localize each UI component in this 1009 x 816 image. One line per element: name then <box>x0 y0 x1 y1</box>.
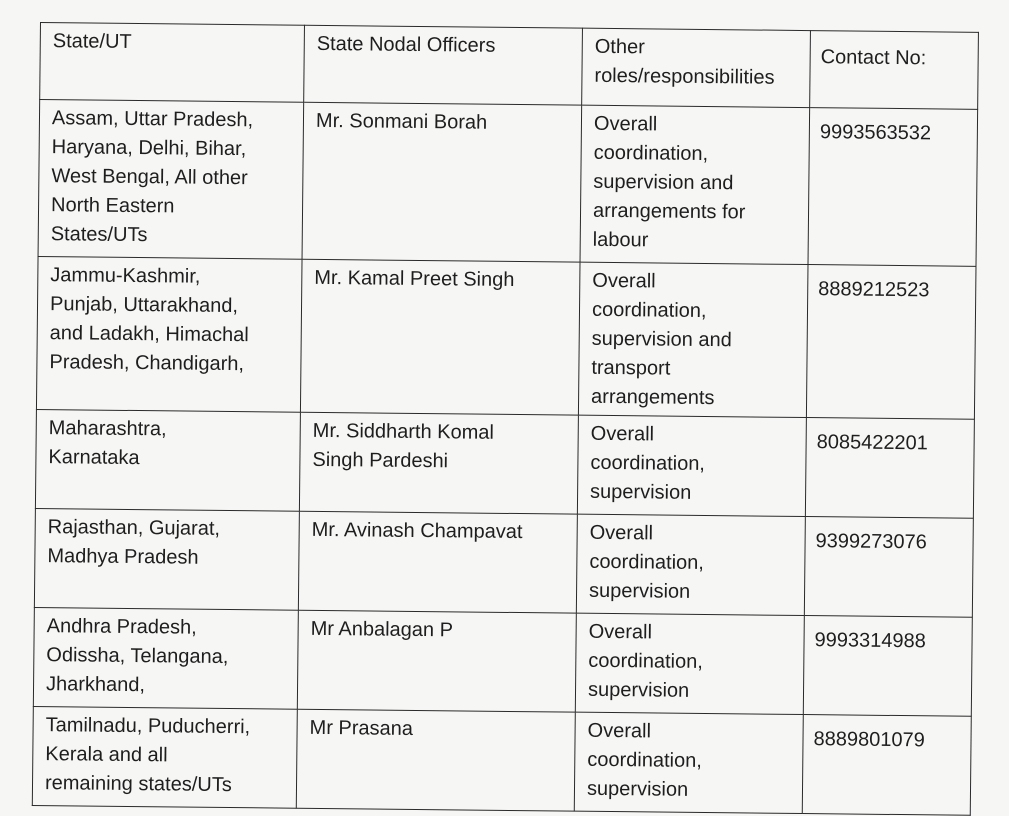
nodal-officers-table <box>32 22 979 816</box>
cell-contact: 9993563532 <box>808 108 978 267</box>
cell-roles: Overall coordination, supervision <box>577 415 806 516</box>
header-other-roles: Other roles/responsibilities <box>582 28 811 107</box>
cell-contact: 8889212523 <box>806 265 976 420</box>
cell-officer: Mr. Siddharth Komal Singh Pardeshi <box>299 412 578 514</box>
cell-roles: Overall coordination, supervision and arrangements for labour <box>580 105 810 264</box>
header-state-nodal-officers: State Nodal Officers <box>304 25 583 105</box>
cell-states: Rajasthan, Gujarat, Madhya Pradesh <box>34 508 299 610</box>
table-row <box>36 256 976 419</box>
table-row <box>34 508 973 617</box>
cell-states: Maharashtra, Karnataka <box>35 409 300 511</box>
cell-roles: Overall coordination, supervision and transport arrangements <box>578 262 808 417</box>
cell-officer: Mr. Avinash Champavat <box>298 511 577 613</box>
cell-roles: Overall coordination, supervision <box>575 613 804 714</box>
cell-contact: 8889801079 <box>802 715 971 816</box>
table-row <box>33 607 972 716</box>
table-header-row <box>40 23 979 110</box>
table-row <box>32 706 971 815</box>
cell-roles: Overall coordination, supervision <box>576 514 805 615</box>
cell-officer: Mr Anbalagan P <box>297 610 576 712</box>
cell-states: Jammu-Kashmir, Punjab, Uttarakhand, and Ladakh, Himachal Pradesh, Chandigarh, <box>36 256 302 412</box>
cell-roles: Overall coordination, supervision <box>574 712 803 813</box>
document-page <box>32 22 978 816</box>
cell-contact: 9993314988 <box>803 616 972 717</box>
header-contact-no: Contact No: <box>810 31 979 110</box>
header-state-ut: State/UT <box>40 23 305 103</box>
cell-officer: Mr. Kamal Preet Singh <box>300 259 580 415</box>
cell-contact: 9399273076 <box>804 517 973 618</box>
cell-officer: Mr. Sonmani Borah <box>302 102 582 262</box>
table-row <box>35 409 974 518</box>
cell-states: Tamilnadu, Puducherri, Kerala and all remaining states/UTs <box>32 706 297 808</box>
cell-states: Assam, Uttar Pradesh, Haryana, Delhi, Bihar, West Bengal, All other North Eastern States/UTs <box>38 100 304 260</box>
table-row <box>38 100 978 267</box>
cell-contact: 8085422201 <box>805 418 974 519</box>
cell-states: Andhra Pradesh, Odissha, Telangana, Jharkhand, <box>33 607 298 709</box>
cell-officer: Mr Prasana <box>296 709 575 811</box>
